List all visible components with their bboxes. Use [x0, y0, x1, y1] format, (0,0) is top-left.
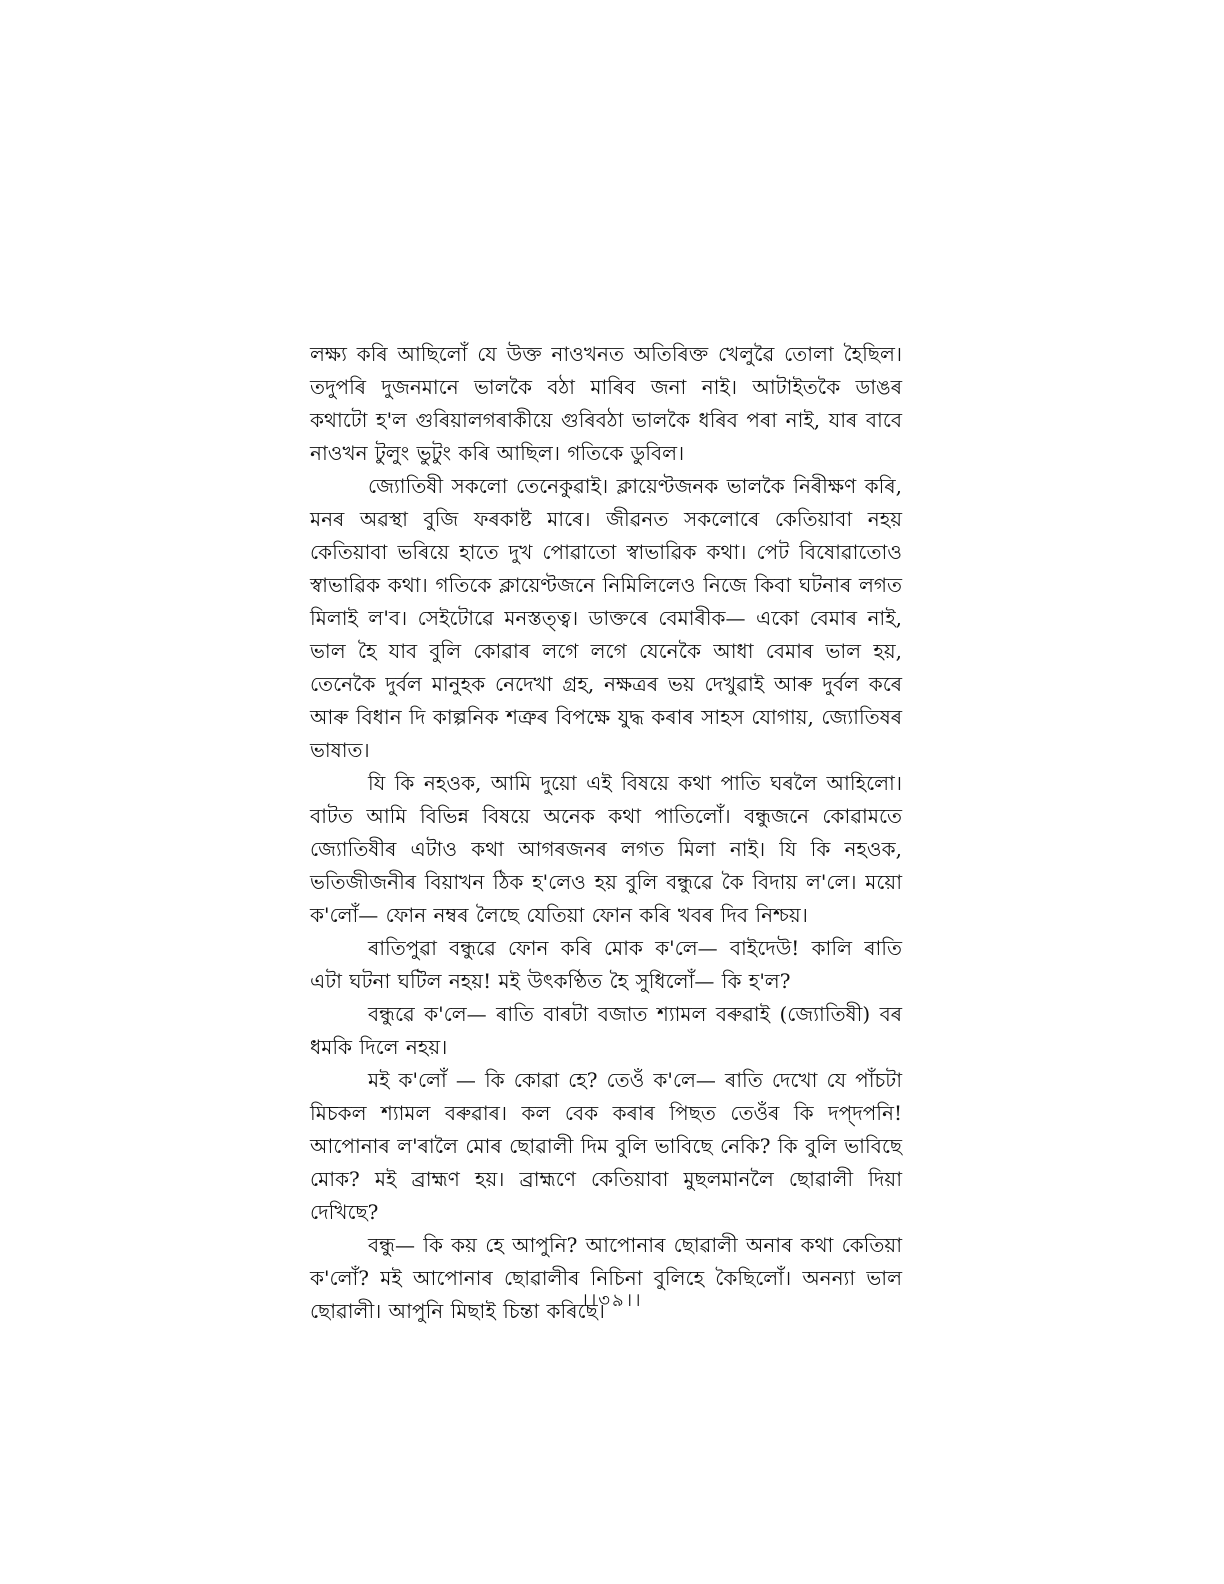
paragraph-7: বন্ধু— কি কয় হে আপুনি? আপোনাৰ ছোৱালী অনাৰ কথা কেতিয়া ক'লোঁ? মই আপোনাৰ ছোৱালীৰ নিচিনা বুলিহে কৈছিলোঁ। অনন্যা ভাল ছোৱালী। আপুনি মিছাই চিন্তা কৰিছে।	[310, 1233, 902, 1323]
paragraph-6: মই ক'লোঁ — কি কোৱা হে? তেওঁ ক'লে— ৰাতি দেখো যে পাঁচটা মিচকল শ্যামল বৰুৱাৰ। কল বেক কৰাৰ পিছত তেওঁৰ কি দপ্‌দপনি! আপোনাৰ ল'ৰালৈ মোৰ ছোৱালী দিম বুলি ভাবিছে নেকি? কি বুলি ভাবিছে মোক? মই ব্ৰাহ্মণ হয়। ব্ৰাহ্মণে কেতিয়াবা মুছলমানলৈ ছোৱালী দিয়া দেখিছে?	[310, 1068, 902, 1224]
paragraph-4: ৰাতিপুৱা বন্ধুৱে ফোন কৰি মোক ক'লে— বাইদেউ! কালি ৰাতি এটা ঘটনা ঘটিল নহয়! মই উৎকণ্ঠিত হৈ সুধিলোঁ— কি হ'ল?	[310, 936, 902, 993]
paragraph-5: বন্ধুৱে ক'লে— ৰাতি বাৰটা বজাত শ্যামল বৰুৱাই (জ্যোতিষী) বৰ ধমকি দিলে নহয়।	[310, 1002, 902, 1059]
body-text	[310, 338, 902, 1328]
paragraph-3: যি কি নহওক, আমি দুয়ো এই বিষয়ে কথা পাতি ঘৰলৈ আহিলো। বাটত আমি বিভিন্ন বিষয়ে অনেক কথা পাতিলোঁ। বন্ধুজনে কোৱামতে জ্যোতিষীৰ এটাও কথা আগৰজনৰ লগত মিলা নাই। যি কি নহওক, ভতিজীজনীৰ বিয়াখন ঠিক হ'লেও হয় বুলি বন্ধুৱে কৈ বিদায় ল'লে। ময়ো ক'লোঁ— ফোন নম্বৰ লৈছে যেতিয়া ফোন কৰি খবৰ দিব নিশ্চয়।	[310, 771, 902, 927]
page-number: ।।৩৯।।	[581, 1290, 643, 1311]
paragraph-2: জ্যোতিষী সকলো তেনেকুৱাই। ক্লায়েণ্টজনক ভালকৈ নিৰীক্ষণ কৰি, মনৰ অৱস্থা বুজি ফৰকাষ্ট মাৰে। জীৱনত সকলোৰে কেতিয়াবা নহয় কেতিয়াবা ভৰিয়ে হাতে দুখ পোৱাতো স্বাভাৱিক কথা। পেট বিষোৱাতোও স্বাভাৱিক কথা। গতিকে ক্লায়েণ্টজনে নিমিলিলেও নিজে কিবা ঘটনাৰ লগত মিলাই ল'ব। সেইটোৱে মনস্তত্ত্ব। ডাক্তৰে বেমাৰীক— একো বেমাৰ নাই, ভাল হৈ যাব বুলি কোৱাৰ লগে লগে যেনেকৈ আধা বেমাৰ ভাল হয়, তেনেকৈ দুৰ্বল মানুহক নেদেখা গ্ৰহ, নক্ষত্ৰৰ ভয় দেখুৱাই আৰু দুৰ্বল কৰে আৰু বিধান দি কাল্পনিক শত্ৰুৰ বিপক্ষে যুদ্ধ কৰাৰ সাহস যোগায়, জ্যোতিষৰ ভাষাত।	[310, 474, 902, 762]
paragraph-1: লক্ষ্য কৰি আছিলোঁ যে উক্ত নাওখনত অতিৰিক্ত খেলুৱৈ তোলা হৈছিল। তদুপৰি দুজনমানে ভালকৈ বঠা মাৰিব জনা নাই। আটাইতকৈ ডাঙৰ কথাটো হ'ল গুৰিয়ালগৰাকীয়ে গুৰিবঠা ভালকৈ ধৰিব পৰা নাই, যাৰ বাবে নাওখন টুলুং ভুটুং কৰি আছিল। গতিকে ডুবিল।	[310, 342, 902, 465]
